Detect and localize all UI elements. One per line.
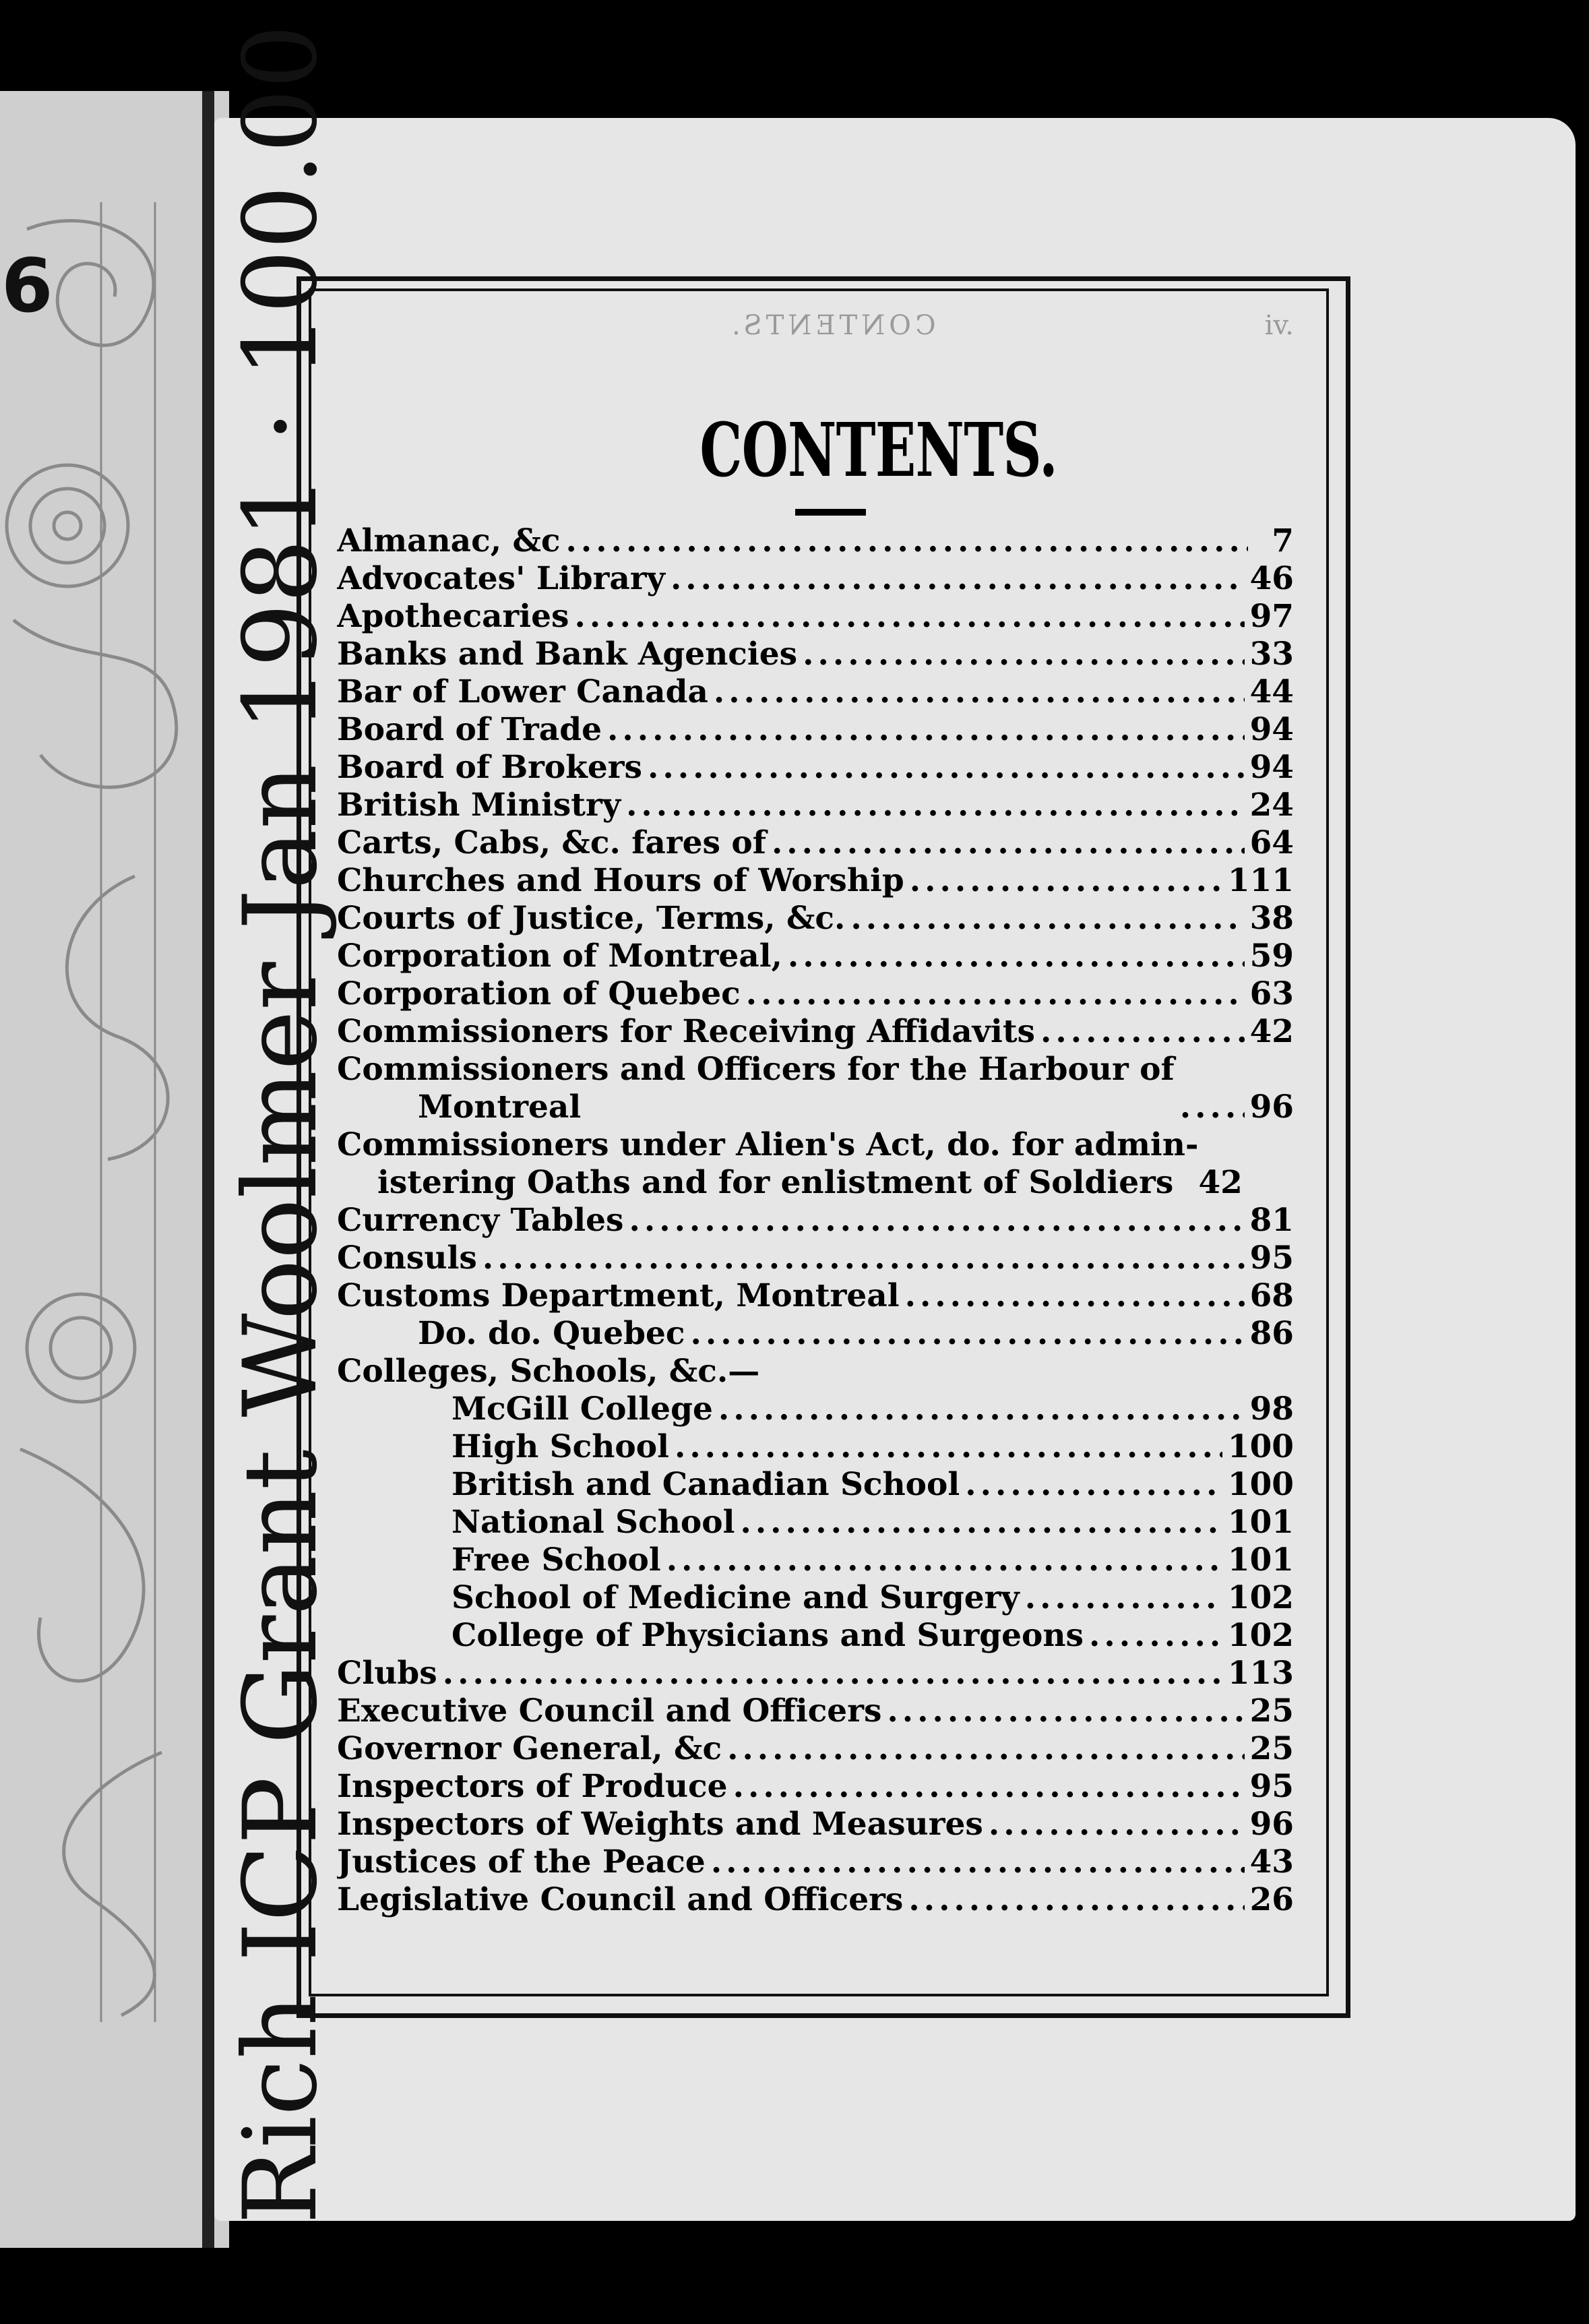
- entry-page-number: 42: [1198, 1164, 1243, 1201]
- entry-label: Almanac, &c: [337, 522, 561, 559]
- book-spine: [202, 91, 214, 2248]
- entry-label: Corporation of Montreal,: [337, 938, 782, 975]
- entry-label: [337, 1051, 1175, 1126]
- entry-label: Governor General, &c: [337, 1730, 722, 1767]
- entry-page-number: 95: [1249, 1768, 1294, 1805]
- entry-page-number: 96: [1249, 1089, 1294, 1126]
- dot-leader: [607, 711, 1245, 749]
- entry-label: British Ministry: [337, 787, 621, 824]
- contents-entry: [337, 1277, 1294, 1315]
- entry-label: Executive Council and Officers: [337, 1692, 882, 1730]
- entry-page-number: 94: [1249, 749, 1294, 786]
- entry-page-number: 100: [1227, 1428, 1294, 1465]
- dot-leader: [727, 1730, 1245, 1768]
- contents-entry: [337, 1806, 1294, 1843]
- entry-page-number: 59: [1249, 938, 1294, 975]
- dot-leader: [691, 1315, 1245, 1353]
- entry-label-continuation: istering Oaths and for enlistment of Soldiers: [377, 1164, 1174, 1201]
- contents-entry: [337, 1353, 1294, 1390]
- contents-list: [337, 522, 1294, 1919]
- entry-page-number: 111: [1227, 862, 1294, 899]
- contents-entry: [337, 1013, 1294, 1051]
- entry-label: British and Canadian School: [451, 1466, 960, 1503]
- dot-leader: [575, 598, 1245, 636]
- title-rule: [795, 509, 866, 516]
- dot-leader: [711, 1843, 1245, 1881]
- entry-page-number: 46: [1249, 560, 1294, 597]
- dot-leader: [675, 1428, 1222, 1466]
- entry-label: Bar of Lower Canada: [337, 673, 708, 710]
- entry-page-number: 25: [1249, 1730, 1294, 1767]
- dot-leader: [905, 1277, 1245, 1315]
- dot-leader: [482, 1240, 1245, 1277]
- dot-leader: [989, 1806, 1245, 1843]
- entry-label: National School: [451, 1504, 735, 1541]
- dot-leader: [910, 862, 1222, 900]
- dot-leader: [908, 1881, 1244, 1919]
- dot-leader: [629, 1202, 1244, 1240]
- contents-entry: [337, 1881, 1294, 1919]
- entry-page-number: 94: [1249, 711, 1294, 748]
- entry-label: Churches and Hours of Worship: [337, 862, 904, 899]
- entry-label: Inspectors of Weights and Measures: [337, 1806, 983, 1843]
- contents-entry: [337, 1466, 1294, 1504]
- entry-label: Advocates' Library: [337, 560, 665, 597]
- entry-page-number: 102: [1227, 1579, 1294, 1616]
- entry-label: Clubs: [337, 1655, 437, 1692]
- entry-page-number: 96: [1249, 1806, 1294, 1843]
- entry-page-number: 26: [1249, 1881, 1294, 1918]
- contents-entry: [337, 1504, 1294, 1541]
- entry-page-number: 38: [1249, 900, 1294, 937]
- dot-leader: [566, 522, 1248, 560]
- dot-leader: [648, 749, 1245, 787]
- entry-page-number: 42: [1249, 1013, 1294, 1050]
- entry-page-number: 86: [1249, 1315, 1294, 1352]
- entry-label: Consuls: [337, 1240, 477, 1277]
- entry-page-number: 113: [1227, 1655, 1294, 1692]
- bleed-through-title: CONTENTS.: [728, 310, 936, 341]
- entry-label: [337, 1126, 1198, 1202]
- dot-leader: [733, 1768, 1245, 1806]
- dot-leader: [788, 938, 1245, 975]
- entry-label: Inspectors of Produce: [337, 1768, 728, 1805]
- dot-leader: [740, 1504, 1222, 1541]
- entry-label: Currency Tables: [337, 1202, 624, 1239]
- entry-page-number: 43: [1249, 1843, 1294, 1880]
- dot-leader: [671, 560, 1245, 598]
- contents-entry: [337, 900, 1294, 938]
- page-title: CONTENTS.: [699, 406, 1057, 493]
- entry-page-number: 100: [1227, 1466, 1294, 1503]
- contents-entry: [337, 1843, 1294, 1881]
- entry-label: Corporation of Quebec: [337, 975, 741, 1012]
- contents-entry: [337, 1202, 1294, 1240]
- contents-entry: [337, 1579, 1294, 1617]
- entry-label: Commissioners for Receiving Affidavits: [337, 1013, 1035, 1050]
- entry-label: Carts, Cabs, &c. fares of: [337, 824, 766, 861]
- dot-leader: [714, 673, 1245, 711]
- entry-label: Colleges, Schools, &c.—: [337, 1353, 760, 1390]
- entry-label-continuation: Montreal: [418, 1089, 582, 1126]
- contents-entry: [337, 560, 1294, 598]
- contents-entry: [337, 1126, 1294, 1202]
- entry-label: High School: [451, 1428, 669, 1465]
- dot-leader: [626, 787, 1245, 824]
- entry-page-number: 63: [1249, 975, 1294, 1012]
- entry-page-number: 101: [1227, 1541, 1294, 1579]
- entry-label-line: Commissioners under Alien's Act, do. for admin-: [337, 1126, 1199, 1163]
- entry-page-number: 95: [1249, 1240, 1294, 1277]
- dot-leader: [1025, 1579, 1222, 1617]
- entry-label: School of Medicine and Surgery: [451, 1579, 1020, 1616]
- contents-entry: [337, 598, 1294, 636]
- contents-entry: [337, 1051, 1294, 1126]
- dot-leader: [803, 636, 1244, 673]
- dot-leader: [666, 1541, 1222, 1579]
- entry-label: Courts of Justice, Terms, &c.: [337, 900, 846, 937]
- entry-page-number: 7: [1272, 522, 1294, 559]
- bleed-through-page: iv.: [1264, 310, 1294, 341]
- contents-entry: [337, 824, 1294, 862]
- contents-entry: [337, 938, 1294, 975]
- dot-leader: [850, 900, 1244, 938]
- contents-entry: [337, 749, 1294, 787]
- entry-page-number: 25: [1249, 1692, 1294, 1730]
- contents-entry: [337, 522, 1294, 560]
- dot-leader: [1040, 1013, 1245, 1051]
- entry-page-number: 81: [1249, 1202, 1294, 1239]
- dot-leader: [887, 1692, 1244, 1730]
- entry-page-number: 24: [1249, 787, 1294, 824]
- entry-page-number: 102: [1227, 1617, 1294, 1654]
- contents-entry: [337, 1768, 1294, 1806]
- contents-entry: [337, 787, 1294, 824]
- entry-page-number: 64: [1249, 824, 1294, 861]
- entry-label: Free School: [451, 1541, 661, 1579]
- contents-entry: [337, 1730, 1294, 1768]
- entry-page-number: 68: [1249, 1277, 1294, 1314]
- dot-leader: [718, 1390, 1245, 1428]
- entry-label: Board of Brokers: [337, 749, 642, 786]
- contents-entry: [337, 1428, 1294, 1466]
- entry-label-line: Commissioners and Officers for the Harbour of: [337, 1051, 1175, 1088]
- dot-leader: [1180, 1089, 1245, 1126]
- handwritten-note: Rich ICP Grant Woolmer Jan 1981 · 100.00: [222, 24, 340, 2224]
- dot-leader: [1089, 1617, 1222, 1655]
- bleed-through-header: [728, 310, 1294, 341]
- entry-page-number: 44: [1249, 673, 1294, 710]
- margin-number: 6: [1, 243, 53, 329]
- entry-page-number: 98: [1249, 1390, 1294, 1428]
- dot-leader: [772, 824, 1245, 862]
- entry-page-number: 97: [1249, 598, 1294, 635]
- dot-leader: [965, 1466, 1222, 1504]
- contents-entry: [337, 1315, 1294, 1353]
- contents-entry: [337, 975, 1294, 1013]
- entry-page-number: 33: [1249, 636, 1294, 673]
- contents-entry: [337, 711, 1294, 749]
- entry-label: Board of Trade: [337, 711, 602, 748]
- contents-entry: [337, 636, 1294, 673]
- entry-label: Customs Department, Montreal: [337, 1277, 900, 1314]
- entry-page-number: 101: [1227, 1504, 1294, 1541]
- contents-entry: [337, 1240, 1294, 1277]
- contents-entry: [337, 1541, 1294, 1579]
- entry-label: Banks and Bank Agencies: [337, 636, 798, 673]
- contents-entry: [337, 1390, 1294, 1428]
- contents-entry: [337, 1655, 1294, 1692]
- entry-label: McGill College: [451, 1390, 713, 1428]
- contents-entry: [337, 862, 1294, 900]
- ornamental-border: [0, 202, 202, 2022]
- entry-label: College of Physicians and Surgeons: [451, 1617, 1084, 1654]
- contents-entry: [337, 1692, 1294, 1730]
- contents-entry: [337, 1617, 1294, 1655]
- entry-label: Justices of the Peace: [337, 1843, 706, 1880]
- contents-entry: [337, 673, 1294, 711]
- entry-label: Do. do. Quebec: [418, 1315, 685, 1352]
- entry-label: Legislative Council and Officers: [337, 1881, 904, 1918]
- dot-leader: [443, 1655, 1222, 1692]
- entry-label: Apothecaries: [337, 598, 569, 635]
- dot-leader: [746, 975, 1245, 1013]
